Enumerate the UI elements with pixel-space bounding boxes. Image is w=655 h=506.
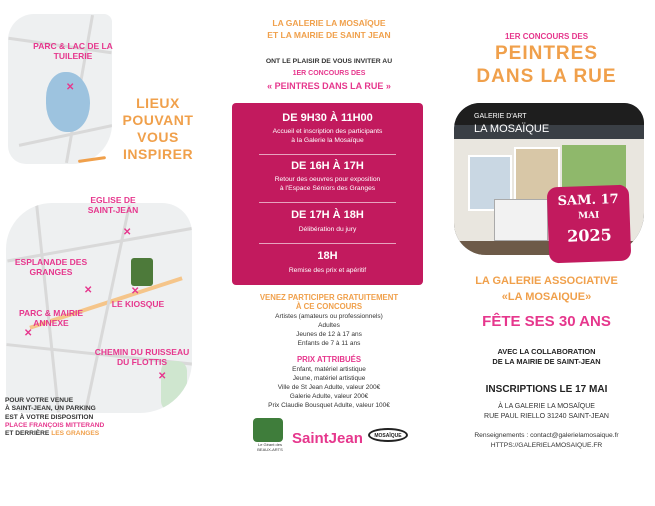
badge-year: 2025 [566,225,612,246]
anniversary: FÊTE SES 30 ANS [482,313,611,330]
map-tuilerie [8,14,112,164]
prize-2: Jeune, matériel artistique [292,375,366,382]
slot-3-time: DE 17H À 18H [291,209,364,221]
tagline-3: VOUS [137,129,179,145]
category-4: Enfants de 7 à 11 ans [297,340,361,347]
pin-icon: ✕ [24,328,33,339]
place-chemin: CHEMIN DU RUISSEAU DU FLOTTIS [94,347,190,367]
logo-geant-beaux-arts [253,418,287,458]
prize-4: Galerie Adulte, valeur 200€ [289,393,369,400]
slot-2-desc-1: Retour des oeuvres pour exposition [274,176,381,183]
contest-line-1: 1ER CONCOURS DES [292,70,366,77]
inscriptions: INSCRIPTIONS LE 17 MAI [485,384,608,395]
place-kiosque: LE KIOSQUE [111,299,165,309]
divider [259,243,396,244]
address-line-1: À LA GALERIE LA MOSAÏQUE [498,403,595,410]
slot-3-desc: Délibération du jury [298,226,357,233]
logo-saint-jean: SaintJean [292,430,363,447]
category-1: Artistes (amateurs ou professionnels) [275,313,383,320]
middle-panel [220,0,438,470]
category-2: Adultes [318,322,340,329]
parking-granges: LES GRANGES [51,430,100,438]
pin-icon: ✕ [158,371,167,382]
contest-title-1: PEINTRES [494,43,599,64]
category-3: Jeunes de 12 à 17 ans [296,331,362,338]
badge-month: MAI [577,210,600,222]
organizers-line-1: LA GALERIE LA MOSAÏQUE [272,18,386,28]
participate-line-2: À CE CONCOURS [295,302,363,311]
divider [259,202,396,203]
left-panel [0,0,220,470]
pin-icon: ✕ [123,227,132,238]
contest-line-2: « PEINTRES DANS LA RUE » [267,81,391,91]
logo-mosaique [368,428,408,448]
parking-line-3: EST À VOTRE DISPOSITION [5,413,94,421]
invite-text: ONT LE PLAISIR DE VOUS INVITER AU [265,58,393,65]
pin-icon: ✕ [84,285,93,296]
parking-line-1: POUR VOTRE VENUE [5,397,74,404]
slot-2-desc-2: à l'Espace Séniors des Granges [279,185,376,192]
gallery-line-1: LA GALERIE ASSOCIATIVE [475,275,618,287]
place-eglise: EGLISE DE SAINT-JEAN [87,195,139,215]
gallery-sign-small: GALERIE D'ART [474,113,527,120]
contact-line: Renseignements : contact@galerielamosaique.fr [474,432,619,439]
parking-line-5-prefix: ET DERRIÈRE [5,430,50,438]
collab-line-2: DE LA MAIRIE DE SAINT-JEAN [492,357,601,366]
lake [46,72,90,132]
place-tuilerie: PARC & LAC DE LA TUILERIE [33,41,113,61]
gallery-line-2: «LA MOSAIQUE» [501,291,592,303]
prize-5: Prix Claudie Bousquet Adulte, valeur 100€ [268,402,390,409]
contest-subtitle: 1ER CONCOURS DES [504,32,589,41]
slot-1-desc-1: Accueil et inscription des participants [272,128,383,135]
tagline-4: INSPIRER [122,146,194,162]
right-panel [438,0,655,470]
logo-mosaique-text: MOSAÏQUE [374,433,402,439]
pin-icon: ✕ [131,286,140,297]
participate-line-1: VENEZ PARTICIPER GRATUITEMENT [259,293,399,302]
prize-3: Ville de St Jean Adulte, valeur 200€ [277,384,381,391]
slot-4-desc: Remise des prix et apéritif [288,267,367,274]
website: HTTPS://GALERIELAMOSAIQUE.FR [490,442,603,449]
prize-1: Enfant, matériel artistique [292,366,366,373]
badge-day: SAM. 17 [557,191,619,210]
divider [259,154,396,155]
gallery-sign-big: LA MOSAÏQUE [474,123,550,135]
parking-place: PLACE FRANÇOIS MITTERAND [5,421,105,429]
parking-info [5,397,135,438]
schedule-box [232,103,423,285]
parking-line-2: À SAINT-JEAN, UN PARKING [5,405,96,413]
address-line-2: RUE PAUL RIELLO 31240 SAINT-JEAN [484,413,609,420]
slot-1-desc-2: à la Galerie la Mosaïque [291,137,364,144]
place-parc: PARC & MAIRIE ANNEXE [18,308,84,328]
parking-line-5 [5,430,135,438]
contest-title-2: DANS LA RUE [476,66,617,87]
tagline-2: POUVANT [122,112,194,128]
tagline-1: LIEUX [136,95,180,111]
prizes-title: PRIX ATTRIBUÉS [296,355,362,364]
pin-icon: ✕ [66,82,75,93]
slot-1-time: DE 9H30 À 11H00 [282,112,373,124]
slot-4-time: 18H [317,250,338,262]
place-esplanade: ESPLANADE DES GRANGES [14,257,88,277]
slot-2-time: DE 16H À 17H [291,160,364,172]
date-badge [547,185,632,264]
organizers-line-2: ET LA MAIRIE DE SAINT JEAN [267,30,391,40]
collab-line-1: AVEC LA COLLABORATION [497,347,596,356]
logo-geant-text: Le Géant des BEAUX-ARTS [257,442,283,452]
